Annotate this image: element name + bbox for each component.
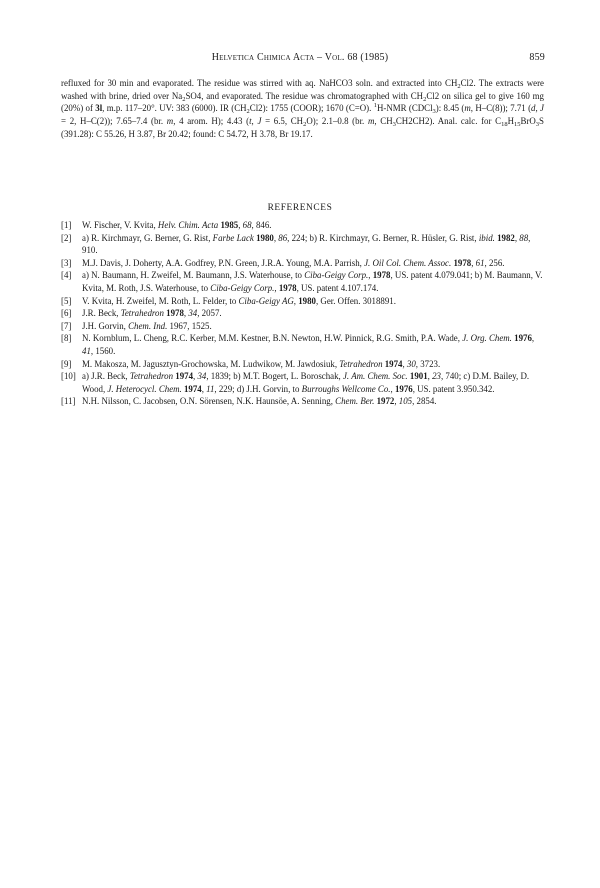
reference-text: N.H. Nilsson, C. Jacobsen, O.N. Sörensen, N.K. Haunsöe, A. Senning, Chem. Ber. 1972, 105, 2854. [82, 396, 437, 407]
reference-item [61, 269, 544, 294]
reference-text: a) R. Kirchmayr, G. Berner, G. Rist, Farbe Lack 1980, 86, 224; b) R. Kirchmayr, G. Berner, R. Hüsler, G. Rist, ibid. 1982, 88, 910. [82, 232, 531, 256]
reference-text: J.R. Beck, Tetrahedron 1978, 34, 2057. [82, 308, 222, 319]
reference-number: [1] [61, 220, 72, 230]
reference-number: [10] [61, 371, 76, 382]
reference-number: [3] [61, 257, 72, 268]
reference-item [61, 232, 544, 257]
journal-title: Helvetica Chimica Acta – Vol. 68 (1985) [211, 52, 389, 63]
body-paragraph: refluxed for 30 min and evaporated. The residue was stirred with aq. NaHCO3 soln. and extracted into $CH_2Cl2$. The extracts were washed with brine, dried over $Na_2SO4$, and evaporated. The residue was chromatographed with $CH_2Cl2$ on silica gel to give 160 mg (20%) of 3l, m.p. 117–20°. UV: 383 (6000). IR $(CH_2Cl2)$: 1755 (COOR); 1670 (C=O). $^1$H-NMR (CDCl$_3$): 8.45 (m, H–C(8)); 7.71 (d, J = 2, H–C(2)); 7.65–7.4 (br. m, 4 arom. H); 4.43 (t, J = 6.5, $CH_2O$); 2.1–0.8 (br. m, $CH_3CH2CH2$). Anal. calc. for $C_{18}H_{15}BrO_3S$ (391.28): C 55.26, H 3.87, Br 20.42; found: C 54.72, H 3.78, Br 19.17. [61, 78, 544, 139]
reference-text: V. Kvita, H. Zweifel, M. Roth, L. Felder, to Ciba-Geigy AG, 1980, Ger. Offen. 3018891. [82, 295, 396, 306]
reference-text: M.J. Davis, J. Doherty, A.A. Godfrey, P.N. Green, J.R.A. Young, M.A. Parrish, J. Oil Col. Chem. Assoc. 1978, 61, 256. [82, 257, 505, 268]
reference-text: a) N. Baumann, H. Zweifel, M. Baumann, J.S. Waterhouse, to Ciba-Geigy Corp., 1978, US. patent 4.079.041; b) M. Baumann, V. Kvita, M. Roth, J.S. Waterhouse, to Ciba-Geigy Corp., 1978, US. patent 4.107.174. [82, 270, 543, 293]
reference-text: W. Fischer, V. Kvita, Helv. Chim. Acta 1985, 68, 846. [82, 220, 272, 230]
reference-item [61, 332, 544, 357]
reference-item [61, 395, 544, 408]
reference-item [61, 219, 544, 232]
reference-number: [4] [61, 270, 72, 281]
reference-text: N. Kornblum, L. Cheng, R.C. Kerber, M.M. Kestner, B.N. Newton, H.W. Pinnick, R.G. Smith, P.A. Wade, J. Org. Chem. 1976, 41, 1560. [82, 333, 535, 356]
references-list [61, 219, 544, 408]
reference-number: [7] [61, 320, 72, 331]
reference-number: [9] [61, 358, 72, 369]
reference-item [61, 257, 544, 270]
reference-number: [8] [61, 333, 72, 344]
reference-number: [5] [61, 295, 72, 306]
reference-text: a) J.R. Beck, Tetrahedron 1974, 34, 1839; b) M.T. Bogert, L. Boroschak, J. Am. Chem. Soc. 1901, 23, 740; c) D.M. Bailey, D. Wood, J. Heterocycl. Chem. 1974, 11, 229; d) J.H. Gorvin, to Burroughs Wellcome Co., 1976, US. patent 3.950.342. [82, 371, 530, 394]
reference-item [61, 370, 544, 395]
reference-number: [6] [61, 308, 72, 319]
reference-item [61, 307, 544, 320]
running-header [55, 52, 545, 66]
experimental-paragraph [61, 77, 544, 141]
page-number: 859 [529, 52, 545, 63]
reference-item [61, 320, 544, 333]
reference-item [61, 358, 544, 371]
reference-text: M. Makosza, M. Jagusztyn-Grochowska, M. Ludwikow, M. Jawdosiuk, Tetrahedron 1974, 30, 3723. [82, 358, 441, 369]
reference-text: J.H. Gorvin, Chem. Ind. 1967, 1525. [82, 320, 212, 331]
reference-number: [11] [61, 396, 76, 407]
reference-number: [2] [61, 232, 72, 243]
reference-item [61, 295, 544, 308]
references-heading: REFERENCES [267, 203, 333, 213]
